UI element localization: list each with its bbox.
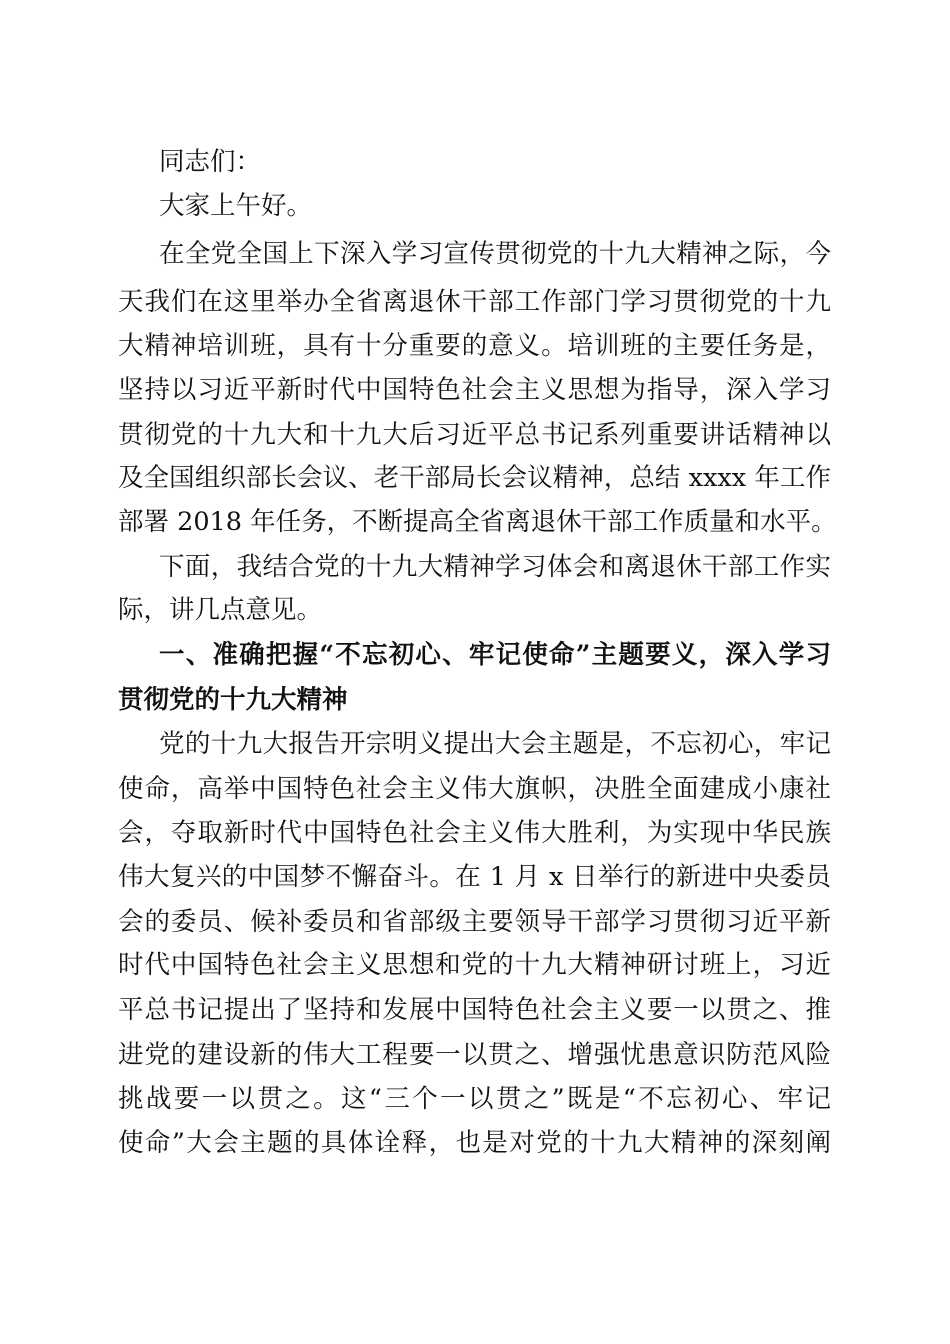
body-line: 使命”大会主题的具体诠释，也是对党的十九大精神的深刻阐 — [118, 1128, 831, 1158]
section-heading-line: 一、准确把握“不忘初心、牢记使命”主题要义，深入学习 — [159, 640, 831, 670]
body-line: 天我们在这里举办全省离退休干部工作部门学习贯彻党的十九 — [118, 287, 831, 317]
body-line: 贯彻党的十九大和十九大后习近平总书记系列重要讲话精神以 — [118, 420, 831, 450]
body-line: 进党的建设新的伟大工程要一以贯之、增强忧患意识防范风险 — [118, 1040, 831, 1070]
body-line: 同志们： — [159, 147, 262, 177]
body-line: 时代中国特色社会主义思想和党的十九大精神研讨班上，习近 — [118, 950, 831, 980]
body-line: 使命，高举中国特色社会主义伟大旗帜，决胜全面建成小康社 — [118, 774, 831, 804]
body-line: 下面，我结合党的十九大精神学习体会和离退休干部工作实 — [159, 552, 831, 582]
body-line: 挑战要一以贯之。这“三个一以贯之”既是“不忘初心、牢记 — [118, 1084, 831, 1114]
body-line: 大精神培训班，具有十分重要的意义。培训班的主要任务是， — [118, 331, 831, 361]
body-line: 党的十九大报告开宗明义提出大会主题是，不忘初心，牢记 — [159, 729, 831, 759]
body-line: 际，讲几点意见。 — [118, 595, 323, 625]
body-line: 坚持以习近平新时代中国特色社会主义思想为指导，深入学习 — [118, 375, 831, 405]
body-line: 平总书记提出了坚持和发展中国特色社会主义要一以贯之、推 — [118, 995, 831, 1025]
body-line: 伟大复兴的中国梦不懈奋斗。在 1 月 x 日举行的新进中央委员 — [118, 862, 831, 892]
section-heading-line: 贯彻党的十九大精神 — [118, 685, 348, 715]
body-line: 会的委员、候补委员和省部级主要领导干部学习贯彻习近平新 — [118, 907, 831, 937]
body-line: 在全党全国上下深入学习宣传贯彻党的十九大精神之际，今 — [159, 239, 831, 269]
body-line: 及全国组织部长会议、老干部局长会议精神，总结 xxxx 年工作 — [118, 463, 831, 493]
body-line: 部署 2018 年任务，不断提高全省离退休干部工作质量和水平。 — [118, 507, 837, 537]
body-line: 会，夺取新时代中国特色社会主义伟大胜利，为实现中华民族 — [118, 818, 831, 848]
body-line: 大家上午好。 — [159, 191, 313, 221]
